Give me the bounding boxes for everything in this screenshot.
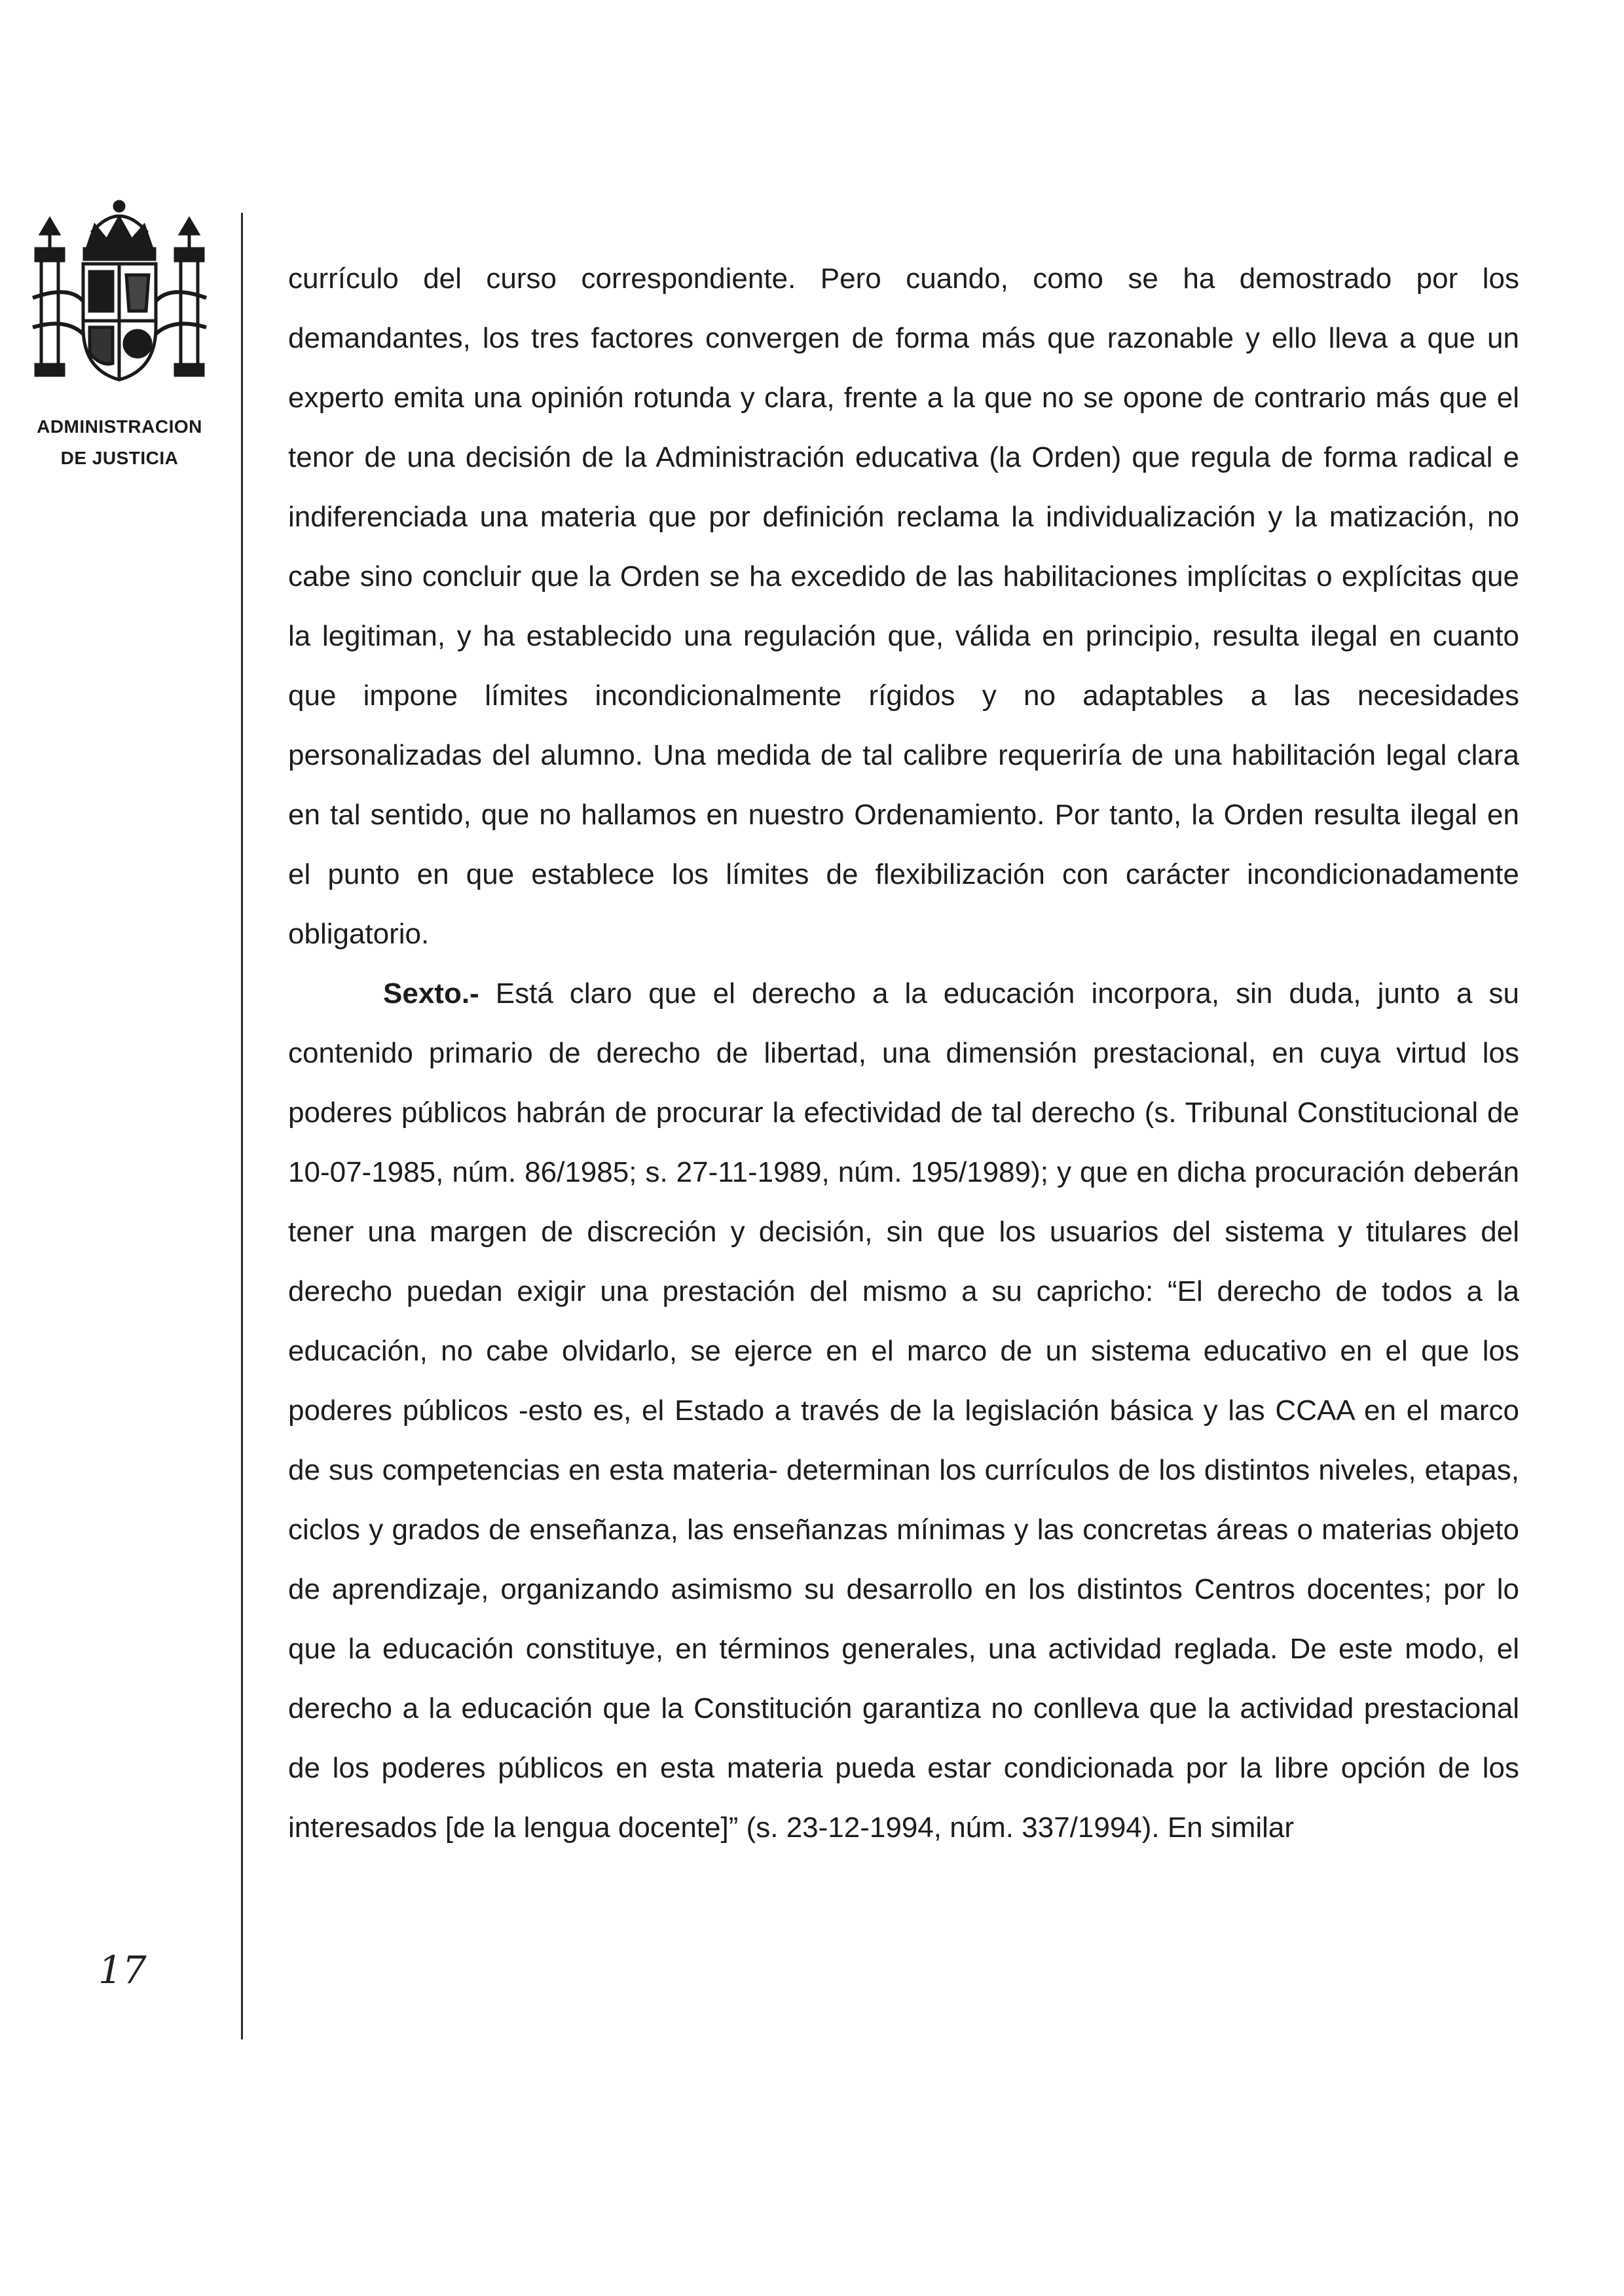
document-body bbox=[288, 249, 1519, 1857]
letterhead-line-2: DE JUSTICIA bbox=[60, 448, 179, 468]
letterhead-org-name bbox=[26, 411, 213, 474]
paragraph: currículo del curso correspondiente. Pero cuando, como se ha demostrado por los demandantes, los tres factores convergen de forma más que razonable y ello lleva a que un experto emita una opinión rotunda y clara, frente a la que no se opone de contrario más que el tenor de una decisión de la Administración educativa (la Orden) que regula de forma radical e indiferenciada una materia que por definición reclama la individualización y la matización, no cabe sino concluir que la Orden se ha excedido de las habilitaciones implícitas o explícitas que la legitiman, y ha establecido una regulación que, válida en principio, resulta ilegal en cuanto que impone límites incondicionalmente rígidos y no adaptables a las necesidades personalizadas del alumno. Una medida de tal calibre requeriría de una habilitación legal clara en tal sentido, que no hallamos en nuestro Ordenamiento. Por tanto, la Orden resulta ilegal en el punto en que establece los límites de flexibilización con carácter incondicionadamente obligatorio. bbox=[288, 263, 1519, 950]
paragraph-heading: Sexto.- bbox=[383, 977, 479, 1010]
paragraph-text: Está claro que el derecho a la educación incorpora, sin duda, junto a su contenido primario de derecho de libertad, una dimensión prestacional, en cuya virtud los poderes públicos habrán de procurar la efectividad de tal derecho (s. Tribunal Constitucional de 10-07-1985, núm. 86/1985; s. 27-11-1989, núm. 195/1989); y que en dicha procuración deberán tener una margen de discreción y decisión, sin que los usuarios del sistema y titulares del derecho puedan exigir una prestación del mismo a su capricho: “El derecho de todos a la educación, no cabe olvidarlo, se ejerce en el marco de un sistema educativo en el que los poderes públicos -esto es, el Estado a través de la legislación básica y las CCAA en el marco de sus competencias en esta materia- determinan los currículos de los distintos niveles, etapas, ciclos y grados de enseñanza, las enseñanzas mínimas y las concretas áreas o materias objeto de aprendizaje, organizando asimismo su desarrollo en los distintos Centros docentes; por lo que la educación constituye, en términos generales, una actividad reglada. De este modo, el derecho a la educación que la Constitución garantiza no conlleva que la actividad prestacional de los poderes públicos en esta materia pueda estar condicionada por la libre opción de los interesados [de la lengua docente]” (s. 23-12-1994, núm. 337/1994). En similar bbox=[288, 977, 1519, 1844]
margin-vertical-rule bbox=[241, 213, 243, 2039]
paragraph bbox=[288, 964, 1519, 1857]
page-number: 17 bbox=[98, 1948, 147, 1992]
letterhead-line-1: ADMINISTRACION bbox=[37, 416, 202, 437]
coat-of-arms-emblem bbox=[29, 187, 210, 393]
